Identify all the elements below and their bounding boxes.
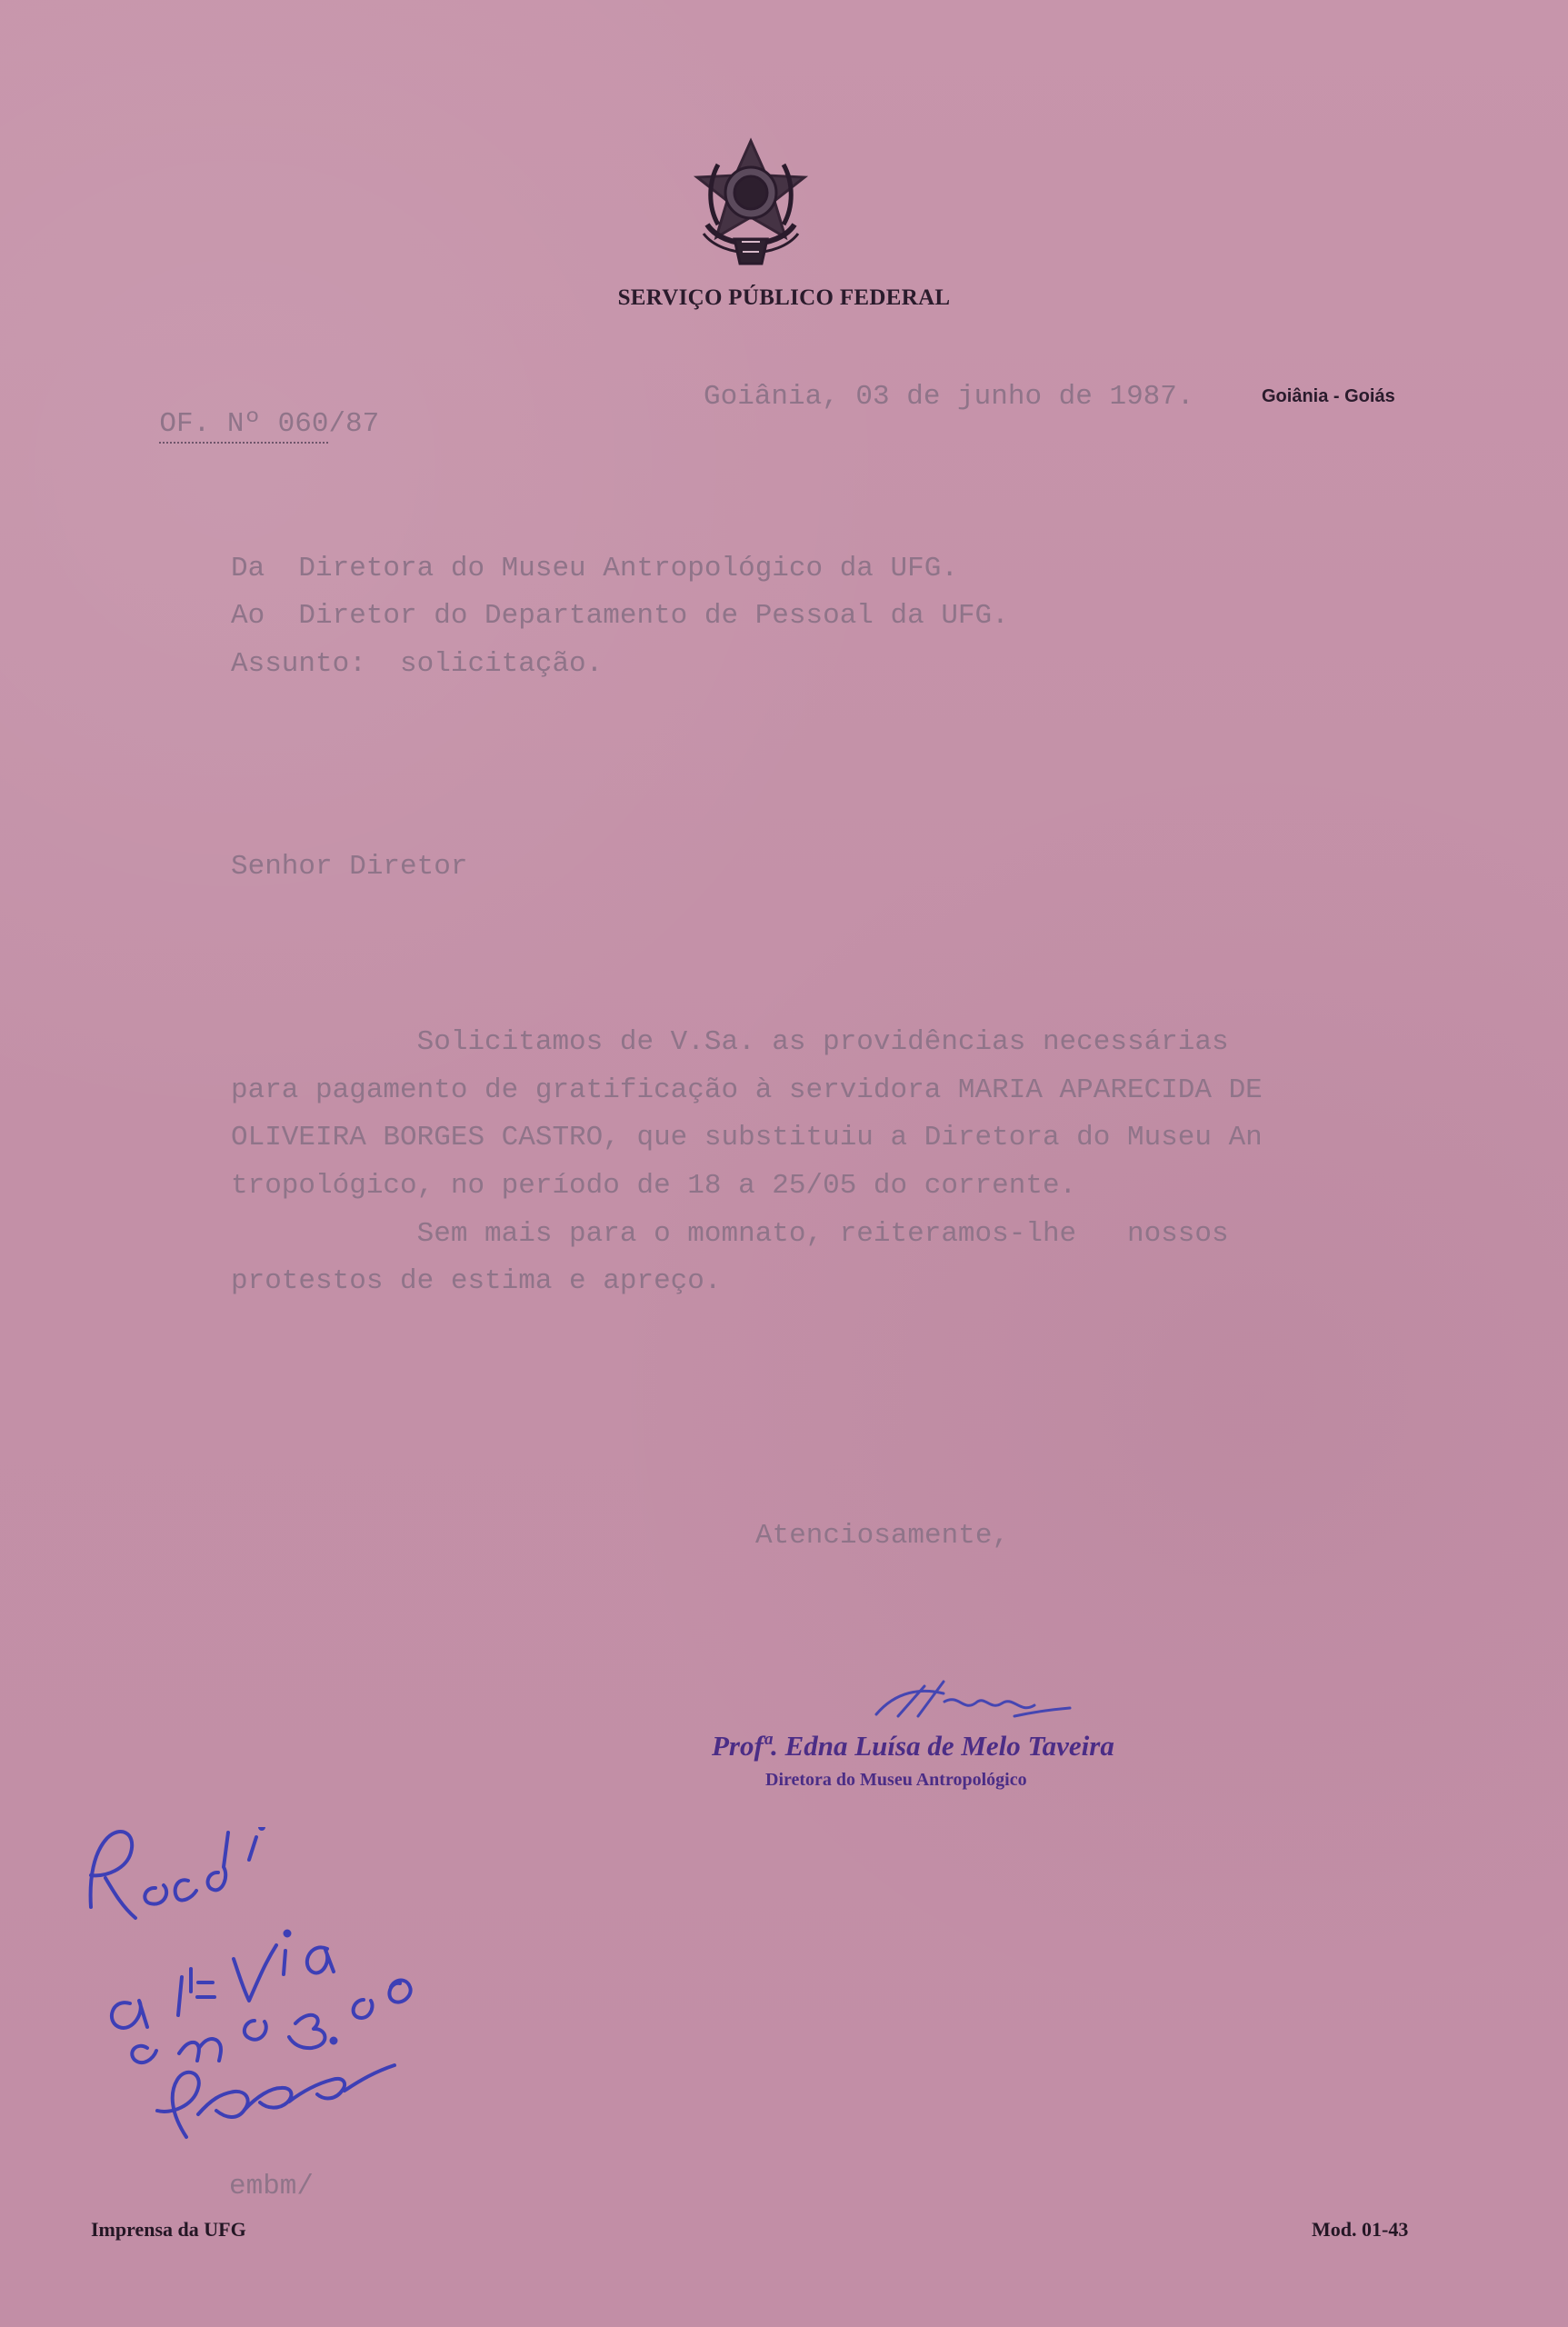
address-line-subject: Assunto: solicitação. xyxy=(231,648,604,680)
typed-date: Goiânia, 03 de junho de 1987. xyxy=(704,381,1194,413)
letterhead-title: SERVIÇO PÚBLICO FEDERAL xyxy=(617,285,951,310)
signer-name: Profª. Edna Luísa de Melo Taveira xyxy=(712,1730,1114,1762)
body-line-3: OLIVEIRA BORGES CASTRO, que substituiu a Diretora do Museu An xyxy=(231,1122,1263,1154)
reference-year: /87 xyxy=(328,408,380,440)
signer-role: Diretora do Museu Antropológico xyxy=(765,1770,1027,1790)
form-model-code: Mod. 01-43 xyxy=(1312,2218,1409,2241)
address-line-from: Da Diretora do Museu Antropológico da UFG. xyxy=(231,553,958,584)
body-line-6: protestos de estima e apreço. xyxy=(231,1265,722,1297)
printed-city-state: Goiânia - Goiás xyxy=(1262,386,1395,406)
address-line-to: Ao Diretor do Departamento de Pessoal da UFG. xyxy=(231,600,1009,632)
body-line-4: tropológico, no período de 18 a 25/05 do corrente. xyxy=(231,1170,1077,1202)
body-line-2: para pagamento de gratificação à servidora MARIA APARECIDA DE xyxy=(231,1074,1263,1106)
reference-number: OF. Nº 060 xyxy=(159,408,328,444)
body-line-1: Solicitamos de V.Sa. as providências necessárias xyxy=(231,1026,1229,1058)
printer-credit: Imprensa da UFG xyxy=(91,2218,246,2241)
typist-initials: embm/ xyxy=(229,2171,315,2202)
salutation: Senhor Diretor xyxy=(231,851,468,883)
brazil-coat-of-arms-icon xyxy=(680,132,822,274)
document-reference xyxy=(92,382,379,466)
handwritten-note xyxy=(71,1827,498,2154)
body-line-5: Sem mais para o momnato, reiteramos-lhe nossos xyxy=(231,1218,1229,1250)
closing: Atenciosamente, xyxy=(755,1520,1010,1552)
